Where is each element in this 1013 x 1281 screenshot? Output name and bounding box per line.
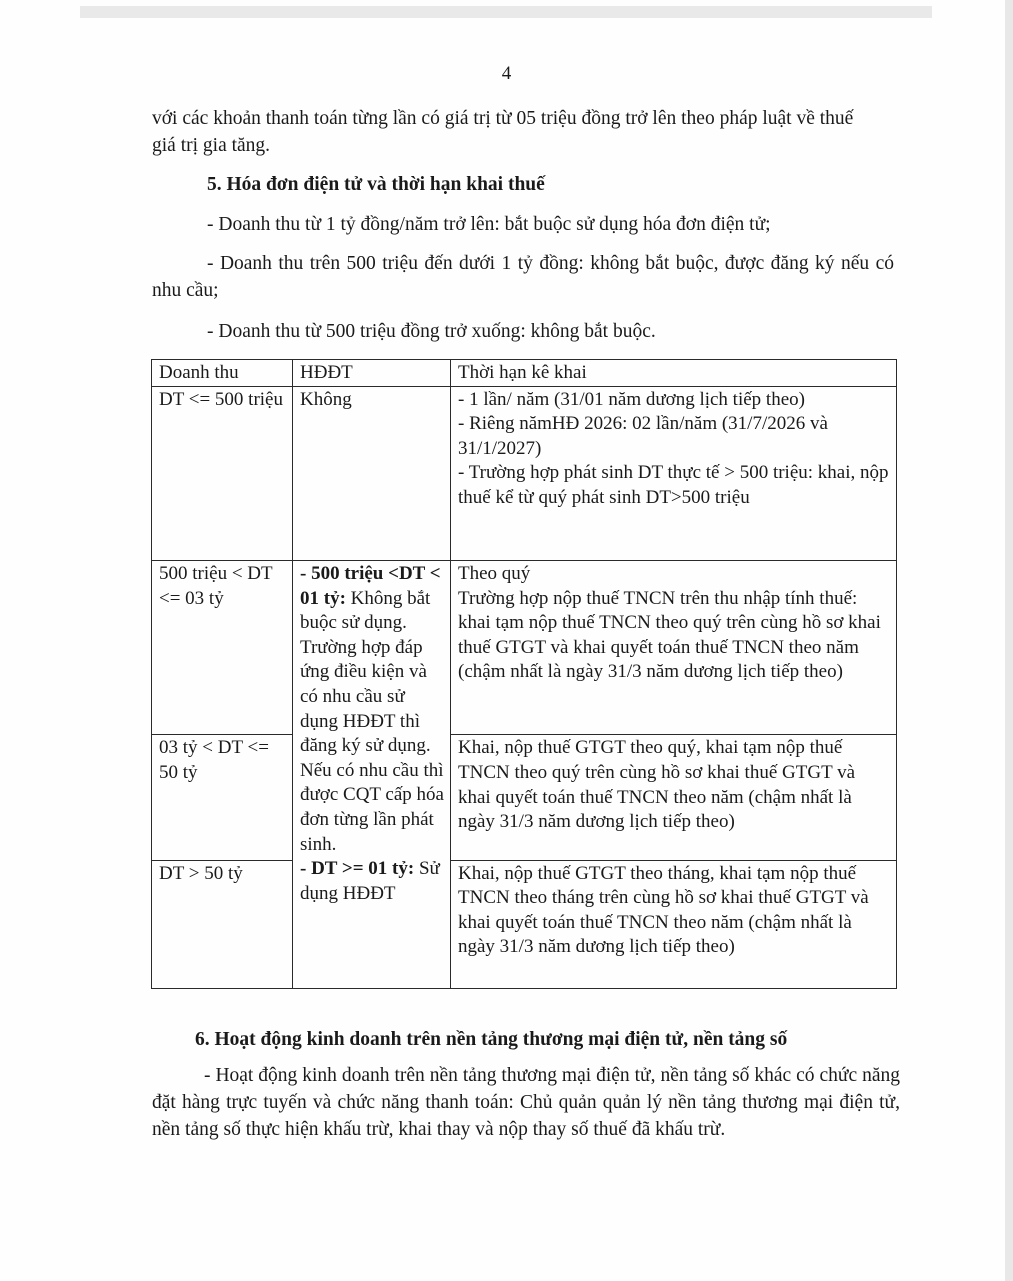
deadline-line: - Riêng nămHĐ 2026: 02 lần/năm (31/7/2026 và 31/1/2027)	[458, 413, 828, 459]
deadline-line: Theo quý	[458, 563, 531, 585]
hddt-option-large-label: - DT >= 01 tỷ:	[300, 858, 415, 880]
revenue-cell: DT > 50 tỷ	[152, 860, 293, 988]
header-hddt: HĐĐT	[293, 360, 451, 387]
hddt-option-large	[300, 857, 444, 906]
deadline-cell	[451, 561, 897, 735]
hddt-merged-cell	[293, 561, 451, 989]
hddt-option-large-text: Sử dụng HĐĐT	[300, 858, 440, 904]
hddt-cell: Không	[293, 386, 451, 560]
section-6-paragraph: - Hoạt động kinh doanh trên nền tảng thương mại điện tử, nền tảng số khác có chức năng đặt hàng trực tuyến và chức năng thanh toán: Chủ quản quản lý nền tảng thương mại điện tử, nền tảng số thực hiện khấu trừ, khai thay và nộp thay số thuế đã khấu trừ.	[152, 1065, 900, 1140]
hddt-option-small-label: - 500 triệu <DT < 01 tỷ:	[300, 563, 441, 609]
header-revenue: Doanh thu	[152, 360, 293, 387]
section-5-bullet-2: - Doanh thu trên 500 triệu đến dưới 1 tỷ đồng: không bắt buộc, được đăng ký nếu có nhu cầu;	[152, 253, 894, 301]
deadline-line: Khai, nộp thuế GTGT theo tháng, khai tạm nộp thuế TNCN theo tháng trên cùng hồ sơ khai thuế GTGT và khai quyết toán thuế TNCN theo năm (chậm nhất là ngày 31/3 năm dương lịch tiếp theo)	[458, 862, 869, 958]
hddt-option-small	[300, 562, 444, 857]
deadline-cell	[451, 386, 897, 560]
table-row	[152, 561, 897, 735]
table-row	[152, 735, 897, 860]
section-5-bullet-3: - Doanh thu từ 500 triệu đồng trở xuống: không bắt buộc.	[207, 321, 656, 342]
table-header-row	[152, 360, 897, 387]
scan-right-edge	[1005, 0, 1013, 1281]
deadline-line: Trường hợp nộp thuế TNCN trên thu nhập tính thuế: khai tạm nộp thuế TNCN theo quý trên cùng hồ sơ khai thuế GTGT và khai quyết toán thuế TNCN theo năm (chậm nhất là ngày 31/3 năm dương lịch tiếp theo)	[458, 587, 881, 683]
deadline-cell	[451, 860, 897, 988]
deadline-line: Khai, nộp thuế GTGT theo quý, khai tạm nộp thuế TNCN theo quý trên cùng hồ sơ khai thuế GTGT và khai quyết toán thuế TNCN theo năm (chậm nhất là ngày 31/3 năm dương lịch tiếp theo)	[458, 737, 856, 833]
deadline-cell	[451, 735, 897, 860]
scan-top-shadow	[80, 6, 932, 18]
page-number: 4	[501, 63, 512, 84]
section-5-bullet-1: - Doanh thu từ 1 tỷ đồng/năm trở lên: bắt buộc sử dụng hóa đơn điện tử;	[207, 214, 771, 235]
section-6-heading: 6. Hoạt động kinh doanh trên nền tảng thương mại điện tử, nền tảng số	[195, 1029, 788, 1050]
revenue-cell: 500 triệu < DT <= 03 tỷ	[152, 561, 293, 735]
intro-paragraph: với các khoản thanh toán từng lần có giá trị từ 05 triệu đồng trở lên theo pháp luật về thuế giá trị gia tăng.	[152, 108, 854, 156]
section-5-heading: 5. Hóa đơn điện tử và thời hạn khai thuế	[207, 174, 545, 195]
deadline-line: - 1 lần/ năm (31/01 năm dương lịch tiếp theo)	[458, 388, 805, 410]
table-row	[152, 386, 897, 560]
revenue-cell: 03 tỷ < DT <= 50 tỷ	[152, 735, 293, 860]
deadline-line: - Trường hợp phát sinh DT thực tế > 500 triệu: khai, nộp thuế kể từ quý phát sinh DT>500 triệu	[458, 462, 889, 509]
header-deadline: Thời hạn kê khai	[451, 360, 897, 387]
hddt-option-small-text: Không bắt buộc sử dụng. Trường hợp đáp ứng điều kiện và có nhu cầu sử dụng HĐĐT thì đăng ký sử dụng. Nếu có nhu cầu thì được CQT cấp hóa đơn từng lần phát sinh.	[300, 587, 444, 855]
tax-deadline-table	[151, 359, 897, 989]
table-row	[152, 860, 897, 988]
revenue-cell: DT <= 500 triệu	[152, 386, 293, 560]
